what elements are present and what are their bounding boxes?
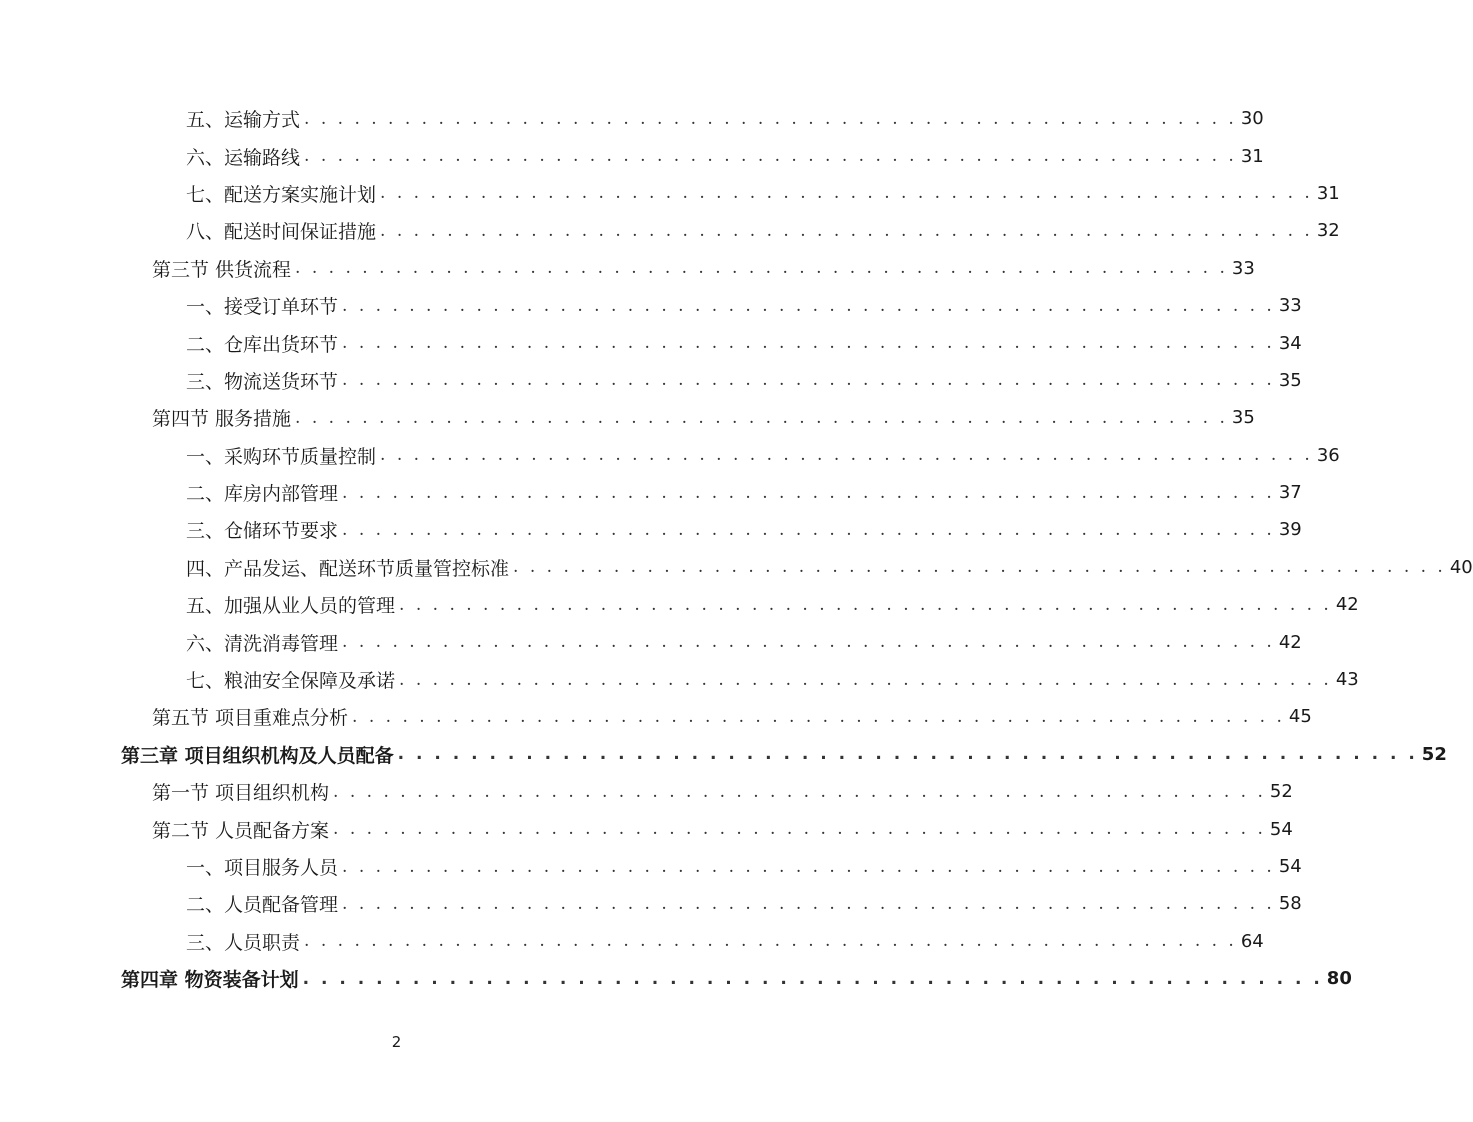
toc-entry-title: 第一节 项目组织机构 [152, 782, 330, 805]
toc-entry-title: 第四章 物资装备计划 [121, 969, 299, 992]
toc-dot-leader: . . . . . . . . . . . . . . . . . . . . . . . . . . . . . . . . . . . . . . . . . . . . . . . . . . . . . . . . [380, 445, 1313, 466]
toc-entry-title: 六、清洗消毒管理 [186, 632, 339, 655]
toc-entry[interactable] [0, 586, 1359, 623]
toc-entry[interactable] [0, 960, 1352, 997]
toc-entry-page: 42 [1335, 594, 1359, 616]
toc-entry-page: 52 [1269, 781, 1293, 803]
toc-entry[interactable] [0, 773, 1293, 810]
toc-entry[interactable] [0, 362, 1302, 399]
toc-entry-title: 第五节 项目重难点分析 [152, 707, 349, 730]
toc-dot-leader: . . . . . . . . . . . . . . . . . . . . . . . . . . . . . . . . . . . . . . . . . . . . . . . . . . . . . . . . [295, 258, 1228, 279]
toc-dot-leader: . . . . . . . . . . . . . . . . . . . . . . . . . . . . . . . . . . . . . . . . . . . . . . . . . . . . . . . . [342, 333, 1275, 354]
toc-dot-leader: . . . . . . . . . . . . . . . . . . . . . . . . . . . . . . . . . . . . . . . . . . . . . . . . . . . . . . . . [295, 407, 1228, 428]
toc-entry-title: 三、人员职责 [186, 931, 301, 954]
toc-entry-title: 七、配送方案实施计划 [186, 183, 377, 206]
page-number: 2 [391, 1033, 402, 1051]
toc-entry-title: 二、仓库出货环节 [186, 333, 339, 356]
toc-entry[interactable] [0, 437, 1340, 474]
toc-dot-leader: . . . . . . . . . . . . . . . . . . . . . . . . . . . . . . . . . . . . . . . . . . . . . . . . . . . . . . . . [304, 108, 1237, 129]
toc-entry-page: 36 [1316, 444, 1340, 466]
toc-entry[interactable] [0, 848, 1302, 885]
toc-entry-page: 30 [1240, 108, 1264, 130]
toc-entry-page: 39 [1278, 519, 1302, 541]
toc-entry-title: 三、物流送货环节 [186, 370, 339, 393]
toc-entry-page: 52 [1421, 743, 1447, 765]
toc-entry-title: 第三节 供货流程 [152, 258, 292, 281]
toc-entry-page: 31 [1316, 182, 1340, 204]
toc-entry[interactable] [0, 474, 1302, 511]
toc-entry[interactable] [0, 549, 1473, 586]
toc-dot-leader: . . . . . . . . . . . . . . . . . . . . . . . . . . . . . . . . . . . . . . . . . . . . . . . . . . . . . . . . [513, 557, 1446, 578]
toc-entry-page: 40 [1449, 556, 1473, 578]
table-of-contents [0, 100, 1473, 997]
toc-entry-title: 三、仓储环节要求 [186, 520, 339, 543]
toc-entry-title: 七、粮油安全保障及承诺 [186, 670, 396, 693]
toc-entry-page: 58 [1278, 893, 1302, 915]
toc-entry[interactable] [0, 324, 1302, 361]
toc-entry[interactable] [0, 511, 1302, 548]
toc-entry[interactable] [0, 810, 1293, 847]
toc-entry[interactable] [0, 399, 1255, 436]
toc-dot-leader: . . . . . . . . . . . . . . . . . . . . . . . . . . . . . . . . . . . . . . . . . . . . . . . . . . . . . . . . [302, 968, 1323, 989]
toc-entry[interactable] [0, 885, 1302, 922]
toc-dot-leader: . . . . . . . . . . . . . . . . . . . . . . . . . . . . . . . . . . . . . . . . . . . . . . . . . . . . . . . . [333, 819, 1266, 840]
toc-entry-title: 一、项目服务人员 [186, 857, 339, 879]
toc-entry[interactable] [0, 736, 1447, 773]
toc-dot-leader: . . . . . . . . . . . . . . . . . . . . . . . . . . . . . . . . . . . . . . . . . . . . . . . . . . . . . . . . [333, 781, 1266, 802]
toc-entry-title: 第三章 项目组织机构及人员配备 [121, 744, 394, 767]
toc-entry[interactable] [0, 923, 1264, 960]
toc-entry-title: 五、加强从业人员的管理 [186, 595, 396, 618]
toc-dot-leader: . . . . . . . . . . . . . . . . . . . . . . . . . . . . . . . . . . . . . . . . . . . . . . . . . . . . . . . . [352, 706, 1285, 727]
toc-entry-page: 54 [1278, 856, 1302, 877]
toc-dot-leader: . . . . . . . . . . . . . . . . . . . . . . . . . . . . . . . . . . . . . . . . . . . . . . . . . . . . . . . . [342, 893, 1275, 914]
toc-entry-page: 45 [1288, 706, 1312, 728]
toc-entry[interactable] [0, 623, 1302, 660]
toc-entry-page: 37 [1278, 482, 1302, 504]
toc-dot-leader: . . . . . . . . . . . . . . . . . . . . . . . . . . . . . . . . . . . . . . . . . . . . . . . . . . . . . . . . [342, 295, 1275, 316]
toc-entry-page: 32 [1316, 220, 1340, 242]
toc-entry-page: 64 [1240, 930, 1264, 952]
toc-dot-leader: . . . . . . . . . . . . . . . . . . . . . . . . . . . . . . . . . . . . . . . . . . . . . . . . . . . . . . . . [380, 183, 1313, 204]
toc-entry-page: 31 [1240, 145, 1264, 167]
toc-dot-leader: . . . . . . . . . . . . . . . . . . . . . . . . . . . . . . . . . . . . . . . . . . . . . . . . . . . . . . . . [399, 594, 1332, 615]
toc-entry-page: 33 [1231, 257, 1255, 279]
toc-entry-title: 一、接受订单环节 [186, 296, 339, 319]
toc-entry-page: 33 [1278, 295, 1302, 317]
toc-entry[interactable] [0, 698, 1312, 735]
toc-entry-page: 42 [1278, 631, 1302, 653]
toc-entry[interactable] [0, 250, 1255, 287]
toc-entry-title: 一、采购环节质量控制 [186, 445, 377, 468]
toc-entry-title: 第四节 服务措施 [152, 408, 292, 431]
toc-dot-leader: . . . . . . . . . . . . . . . . . . . . . . . . . . . . . . . . . . . . . . . . . . . . . . . . . . . . . . . . [397, 744, 1418, 765]
toc-entry-page: 35 [1278, 369, 1302, 391]
toc-entry-title: 第二节 人员配备方案 [152, 819, 330, 842]
toc-entry[interactable] [0, 137, 1264, 174]
toc-dot-leader: . . . . . . . . . . . . . . . . . . . . . . . . . . . . . . . . . . . . . . . . . . . . . . . . . . . . . . . . [342, 370, 1275, 391]
toc-entry-title: 五、运输方式 [186, 109, 301, 132]
toc-dot-leader: . . . . . . . . . . . . . . . . . . . . . . . . . . . . . . . . . . . . . . . . . . . . . . . . . . . . . . . . [342, 482, 1275, 503]
toc-entry-page: 54 [1269, 818, 1293, 840]
toc-dot-leader: . . . . . . . . . . . . . . . . . . . . . . . . . . . . . . . . . . . . . . . . . . . . . . . . . . . . . . . . [342, 632, 1275, 653]
toc-entry-title: 四、产品发运、配送环节质量管控标准 [186, 557, 510, 580]
toc-entry-page: 35 [1231, 407, 1255, 429]
toc-dot-leader: . . . . . . . . . . . . . . . . . . . . . . . . . . . . . . . . . . . . . . . . . . . . . . . . . . . . . . . . [342, 856, 1275, 877]
toc-entry-title: 六、运输路线 [186, 146, 301, 169]
toc-dot-leader: . . . . . . . . . . . . . . . . . . . . . . . . . . . . . . . . . . . . . . . . . . . . . . . . . . . . . . . . [304, 146, 1237, 167]
toc-entry-title: 二、人员配备管理 [186, 894, 339, 917]
toc-entry-title: 八、配送时间保证措施 [186, 221, 377, 244]
toc-dot-leader: . . . . . . . . . . . . . . . . . . . . . . . . . . . . . . . . . . . . . . . . . . . . . . . . . . . . . . . . [304, 931, 1237, 952]
toc-entry-title: 二、库房内部管理 [186, 483, 339, 506]
toc-entry[interactable] [0, 661, 1359, 698]
toc-entry[interactable] [0, 175, 1340, 212]
toc-entry-page: 43 [1335, 669, 1359, 691]
toc-entry[interactable] [0, 100, 1264, 137]
toc-entry[interactable] [0, 212, 1340, 249]
toc-entry-page: 34 [1278, 332, 1302, 354]
toc-entry[interactable] [0, 287, 1302, 324]
toc-entry-page: 80 [1326, 968, 1352, 990]
toc-dot-leader: . . . . . . . . . . . . . . . . . . . . . . . . . . . . . . . . . . . . . . . . . . . . . . . . . . . . . . . . [380, 220, 1313, 241]
toc-dot-leader: . . . . . . . . . . . . . . . . . . . . . . . . . . . . . . . . . . . . . . . . . . . . . . . . . . . . . . . . [342, 519, 1275, 540]
toc-dot-leader: . . . . . . . . . . . . . . . . . . . . . . . . . . . . . . . . . . . . . . . . . . . . . . . . . . . . . . . . [399, 669, 1332, 690]
